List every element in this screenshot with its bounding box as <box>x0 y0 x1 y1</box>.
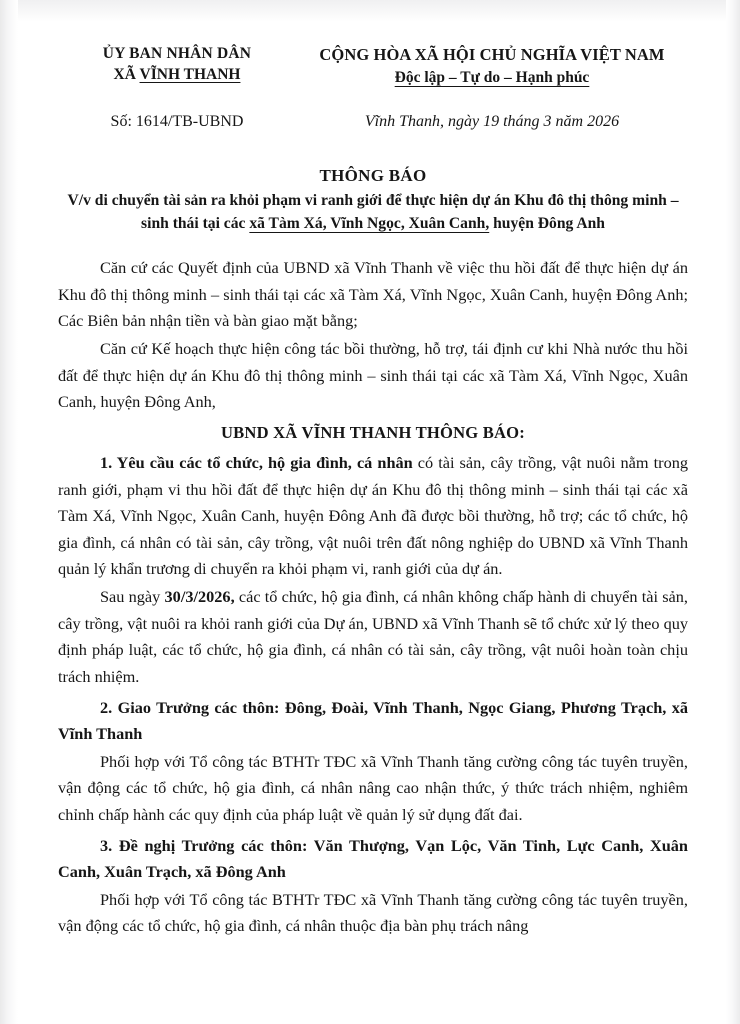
document-subject-line-2-pre: minh – sinh thái tại các <box>141 192 679 232</box>
paragraph-item-1 <box>58 450 688 582</box>
item-1-text: có tài sản, cây trồng, vật nuôi nằm trong ranh giới, phạm vi thu hồi đất để thực hiện dự án Khu đô thị thông minh – sinh thái tại các xã Tàm Xá, Vĩnh Ngọc, Xuân Canh, huyện Đông Anh đã được bồi thường, hỗ trợ; các tổ chức, hộ gia đình, cá nhân có tài sản, cây trồng, vật nuôi trên đất nông nghiệp do UBND xã Vĩnh Thanh quản lý khẩn trương di chuyển ra khỏi phạm vi, ranh giới của dự án. <box>58 453 688 579</box>
document-subject <box>58 190 688 235</box>
paragraph-basis-2: Căn cứ Kế hoạch thực hiện công tác bồi thường, hỗ trợ, tái định cư khi Nhà nước thu hồi đất để thực hiện dự án Khu đô thị thông minh – sinh thái tại các xã Tàm Xá, Vĩnh Ngọc, Xuân Canh, huyện Đông Anh, <box>58 339 688 412</box>
issuing-authority-name: VĨNH THANH <box>139 65 241 83</box>
document-subject-communes: xã Tàm Xá, Vĩnh Ngọc, Xuân Canh, <box>249 214 490 232</box>
country-name: CỘNG HÒA XÃ HỘI CHỦ NGHĨA VIỆT NAM <box>319 45 665 64</box>
national-motto <box>296 67 688 89</box>
document-number: Số: 1614/TB-UBND <box>110 112 244 130</box>
issuing-authority-line-1: ỦY BAN NHÂN DÂN <box>102 45 252 62</box>
section-3-heading: 3. Đề nghị Trưởng các thôn: Văn Thượng, Vạn Lộc, Văn Tinh, Lực Canh, Xuân Canh, Xuân Trạch, xã Đông Anh <box>58 835 688 882</box>
issuing-authority-prefix: XÃ <box>113 65 140 83</box>
paragraph-basis-1: Căn cứ các Quyết định của UBND xã Vĩnh Thanh về việc thu hồi đất để thực hiện dự án Khu đô thị thông minh – sinh thái tại các xã Tàm Xá, Vĩnh Ngọc, Xuân Canh, huyện Đông Anh; Các Biên bản nhận tiền và bàn giao mặt bằng; <box>58 258 688 331</box>
document-date: Vĩnh Thanh, ngày 19 tháng 3 năm 2026 <box>364 112 620 130</box>
issuing-authority-line-2 <box>58 65 296 86</box>
national-heading-block <box>296 44 688 89</box>
document-type-title: THÔNG BÁO <box>319 165 427 185</box>
document-meta-row <box>58 113 688 131</box>
letterhead <box>58 0 688 89</box>
paragraph-deadline <box>58 584 688 690</box>
document-subject-line-2-post: huyện Đông Anh <box>489 214 605 232</box>
deadline-text: các tổ chức, hộ gia đình, cá nhân không chấp hành di chuyển tài sản, cây trồng, vật nuôi ra khỏi ranh giới của Dự án, UBND xã Vĩnh Thanh sẽ tổ chức xử lý theo quy định pháp luật, các tổ chức, hộ gia đình, cá nhân có tài sản, cây trồng, vật nuôi hoàn toàn chịu trách nhiệm. <box>58 587 688 686</box>
document-subject-line-1: V/v di chuyển tài sản ra khỏi phạm vi ranh giới để thực hiện dự án Khu đô thị thông <box>67 192 629 210</box>
section-2-heading: 2. Giao Trưởng các thôn: Đông, Đoài, Vĩnh Thanh, Ngọc Giang, Phương Trạch, xã Vĩnh Thanh <box>58 698 688 744</box>
deadline-prefix: Sau ngày <box>100 587 165 607</box>
issuing-authority-block <box>58 44 296 86</box>
announcement-heading: UBND XÃ VĨNH THANH THÔNG BÁO: <box>220 422 526 442</box>
deadline-date: 30/3/2026, <box>164 587 235 607</box>
item-1-lead: 1. Yêu cầu các tổ chức, hộ gia đình, cá nhân <box>100 453 413 473</box>
paragraph-item-3: Phối hợp với Tổ công tác BTHTr TĐC xã Vĩnh Thanh tăng cường công tác tuyên truyền, vận động các tổ chức, hộ gia đình, cá nhân thuộc địa bàn phụ trách nâng <box>58 889 688 936</box>
title-block <box>58 165 688 235</box>
national-motto-text: Độc lập – Tự do – Hạnh phúc <box>394 69 590 87</box>
document-body <box>58 255 688 939</box>
paragraph-item-2: Phối hợp với Tổ công tác BTHTr TĐC xã Vĩnh Thanh tăng cường công tác tuyên truyền, vận động các tổ chức, hộ gia đình, cá nhân nâng cao nhận thức, ý thức trách nhiệm, nghiêm chỉnh chấp hành các quy định của pháp luật về quản lý sử dụng đất đai. <box>58 751 688 824</box>
